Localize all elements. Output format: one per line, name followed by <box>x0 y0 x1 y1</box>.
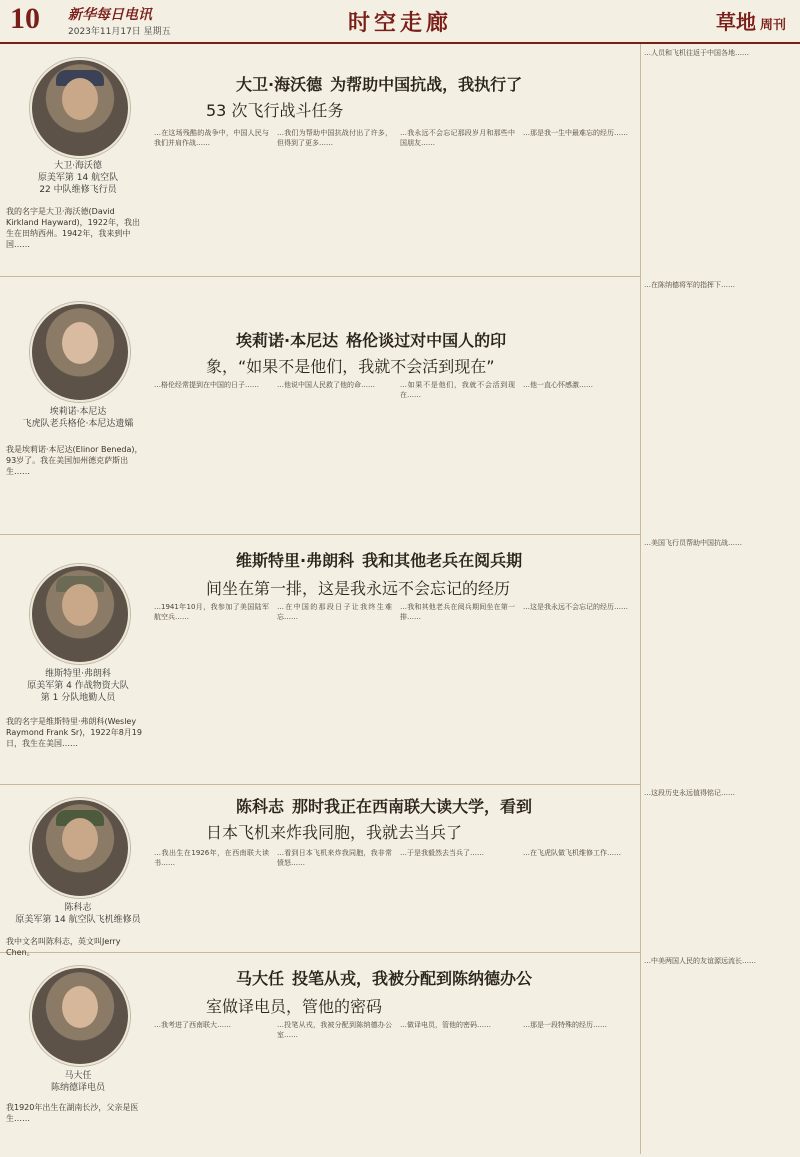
portrait-photo <box>30 302 130 402</box>
body-column: …1941年10月，我参加了美国陆军航空兵…… <box>154 603 269 621</box>
article-body <box>154 848 638 944</box>
subject-name: 维斯特里·弗朗科 <box>236 551 355 570</box>
article-beneda <box>0 276 640 535</box>
body-column: …在飞虎队做飞机维修工作…… <box>523 849 621 857</box>
article-title <box>236 794 532 817</box>
photo-caption <box>12 668 144 704</box>
body-column: …我们为帮助中国抗战付出了许多，但得到了更多…… <box>277 129 392 147</box>
issue-date: 2023年11月17日 星期五 <box>68 27 171 37</box>
article-title <box>236 72 522 95</box>
side-column-block: …在陈纳德将军的指挥下…… <box>644 281 735 289</box>
bio-text: 我是埃莉诺·本尼达(Elinor Beneda)，93岁了。我在美国加州德克萨斯出生…… <box>6 445 143 476</box>
body-column: …格伦经常提到在中国的日子…… <box>154 381 259 389</box>
article-body <box>154 128 638 268</box>
subject-name: 马大任 <box>236 969 285 988</box>
masthead <box>0 0 800 44</box>
supplement-brand <box>716 6 786 35</box>
caption-line: 原美军第 14 航空队飞机维修员 <box>15 915 141 925</box>
article-body <box>154 380 638 526</box>
title-text: 投笔从戎，我被分配到陈纳德办公 <box>292 969 533 988</box>
body-column: …那是我一生中最难忘的经历…… <box>523 129 628 137</box>
side-column-block: …美国飞行员帮助中国抗战…… <box>644 539 742 547</box>
newspaper-name: 新华每日电讯 <box>68 7 152 23</box>
body-column: …于是我毅然去当兵了…… <box>400 849 484 857</box>
body-column: …如果不是他们，我就不会活到现在…… <box>400 381 515 399</box>
photo-caption <box>12 406 144 430</box>
article-title-line2: 间坐在第一排，这是我永远不会忘记的经历 <box>206 579 511 598</box>
caption-line: 22 中队维修飞行员 <box>39 185 117 195</box>
brand-title: 草地 <box>715 10 756 34</box>
caption-line: 原美军第 4 作战物资大队 <box>27 681 129 691</box>
portrait-photo <box>30 58 130 158</box>
subject-name: 陈科志 <box>236 797 285 816</box>
side-column-block: …中美两国人民的友谊源远流长…… <box>644 957 756 965</box>
side-column-block: …这段历史永远值得铭记…… <box>644 789 735 797</box>
caption-line: 埃莉诺·本尼达 <box>49 407 107 417</box>
portrait-photo <box>30 564 130 664</box>
column-divider <box>640 44 641 1154</box>
article-title <box>236 966 532 989</box>
body-column: …做译电员，管他的密码…… <box>400 1021 491 1029</box>
article-title-line2: 日本飞机来炸我同胞，我就去当兵了 <box>206 823 463 842</box>
photo-caption <box>12 902 144 926</box>
title-text: 为帮助中国抗战，我执行了 <box>330 75 523 94</box>
title-text: 那时我正在西南联大读大学，看到 <box>292 797 533 816</box>
title-text: 格伦谈过对中国人的印 <box>346 331 507 350</box>
body-column: …我出生在1926年，在西南联大读书…… <box>154 849 269 867</box>
bio-text: 我中文名叫陈科志，英文叫Jerry Chen。 <box>6 937 121 957</box>
body-column: …在这场残酷的战争中，中国人民与我们并肩作战…… <box>154 129 269 147</box>
caption-line: 第 1 分队地勤人员 <box>40 693 116 703</box>
caption-line: 原美军第 14 航空队 <box>37 173 119 183</box>
body-column: …我永远不会忘记那段岁月和那些中国朋友…… <box>400 129 515 147</box>
article-body <box>154 1020 638 1150</box>
title-text: 我和其他老兵在阅兵期 <box>362 551 523 570</box>
bio-text: 我的名字是大卫·海沃德(David Kirkland Hayward)，1922年，我出生在田纳西州。1942年，我来到中国…… <box>6 207 141 249</box>
article-title-line2: 室做译电员，管他的密码 <box>206 997 383 1016</box>
bio-text: 我的名字是维斯特里·弗朗科(Wesley Raymond Frank Sr)，1922年8月19日，我生在美国…… <box>6 717 142 748</box>
body-column: …我考进了西南联大…… <box>154 1021 231 1029</box>
body-column: …投笔从戎，我被分配到陈纳德办公室…… <box>277 1021 392 1039</box>
body-column: …那是一段特殊的经历…… <box>523 1021 607 1029</box>
body-column: …在中国的那段日子让我终生难忘…… <box>277 603 392 621</box>
article-chen <box>0 784 640 957</box>
caption-line: 大卫·海沃德 <box>54 161 102 171</box>
body-column: …这是我永远不会忘记的经历…… <box>523 603 628 611</box>
article-title <box>236 548 522 571</box>
side-column-block: …人员和飞机往返于中国各地…… <box>644 49 749 57</box>
caption-line: 飞虎队老兵格伦·本尼达遗孀 <box>22 419 134 429</box>
photo-caption <box>12 160 144 196</box>
body-column: …他说中国人民救了他的命…… <box>277 381 375 389</box>
photo-caption <box>12 1070 144 1094</box>
article-title-line2: 53 次飞行战斗任务 <box>206 101 344 120</box>
article-hayward <box>0 46 640 277</box>
subject-name: 埃莉诺·本尼达 <box>236 331 339 350</box>
article-ma <box>0 952 640 1156</box>
caption-line: 马大任 <box>64 1071 92 1081</box>
caption-line: 陈科志 <box>64 903 92 913</box>
article-title <box>236 328 506 351</box>
bio-text: 我1920年出生在湖南长沙，父亲是医生…… <box>6 1103 139 1123</box>
brand-subtitle: 周刊 <box>759 18 786 33</box>
subject-name: 大卫·海沃德 <box>236 75 323 94</box>
body-column: …他一直心怀感激…… <box>523 381 593 389</box>
caption-line: 陈纳德译电员 <box>50 1083 105 1093</box>
portrait-photo <box>30 798 130 898</box>
article-title-line2: 象，“如果不是他们，我就不会活到现在” <box>206 357 495 376</box>
body-column: …我和其他老兵在阅兵期间坐在第一排…… <box>400 603 515 621</box>
portrait-photo <box>30 966 130 1066</box>
body-column: …看到日本飞机来炸我同胞，我非常愤怒…… <box>277 849 392 867</box>
article-body <box>154 602 638 774</box>
section-title: 时空走廊 <box>347 10 452 36</box>
article-frank <box>0 534 640 785</box>
page-number: 10 <box>10 2 40 35</box>
caption-line: 维斯特里·弗朗科 <box>45 669 111 679</box>
